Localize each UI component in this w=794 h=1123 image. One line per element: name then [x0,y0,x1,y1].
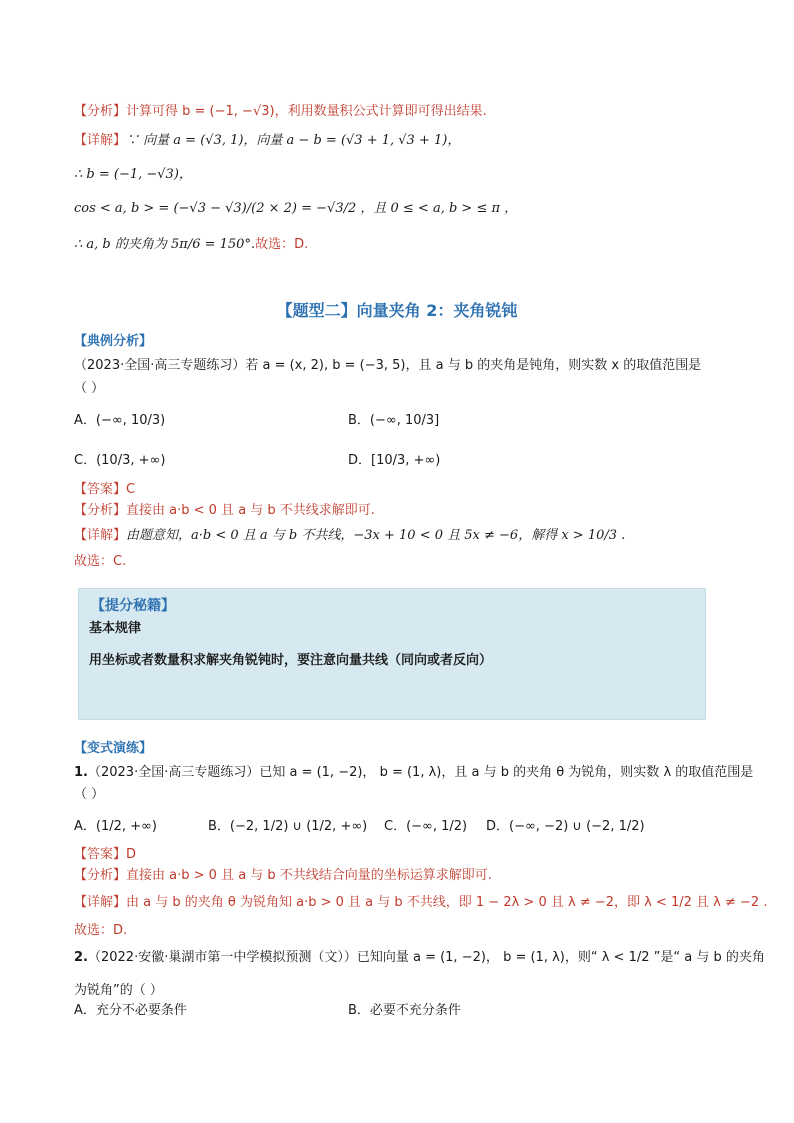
detail-conclusion: ∴ a, b 的夹角为 5π/6 = 150°. [74,237,256,252]
example-option-b: B．(−∞, 10/3] [348,413,440,428]
example-answer [74,481,135,499]
example-section-title: 【典例分析】 [74,334,153,349]
question-number: 1. [74,765,88,780]
example-option-a: A．(−∞, 10/3) [74,413,166,428]
analysis-tag: 【分析】 [74,868,127,883]
question-text: （2022·安徽·巢湖市第一中学模拟预测（文））已知向量 a = (1, −2)， b = (1, λ)，则“ λ < 1/2 ”是“ a 与 b 的夹角 [87,950,765,965]
detail-tag: 【详解】 [74,528,127,543]
practice-q2-line1 [74,949,765,967]
tip-text: 用坐标或者数量积求解夹角锐钝时，要注意向量共线（同向或者反向） [89,653,493,668]
q2-option-a: A．充分不必要条件 [74,1003,187,1018]
practice-q1-line2: （ ） [74,787,105,802]
tip-title: 【提分秘籍】 [91,598,175,614]
analysis-text: 直接由 a·b < 0 且 a 与 b 不共线求解即可. [126,503,375,518]
q1-option-c: C．(−∞, 1/2) [384,819,468,834]
ex0-detail-line4 [74,236,308,254]
answer-value: D [126,847,137,862]
example-detail [74,527,625,545]
tip-subtitle: 基本规律 [89,621,142,636]
q1-option-b: B．(−2, 1/2) ∪ (1/2, +∞) [208,819,368,834]
practice-q2-line2: 为锐角”的（ ） [74,983,163,998]
question-text: （2023·全国·高三专题练习）已知 a = (1, −2)， b = (1, λ)，且 a 与 b 的夹角 θ 为锐角，则实数 λ 的取值范围是 [87,765,754,780]
example-choice: 故选：C. [74,554,127,569]
practice-section-title: 【变式演练】 [74,741,153,756]
example-question-line2: （ ） [74,381,105,396]
q1-option-a: A．(1/2, +∞) [74,819,157,834]
q1-answer [74,846,136,864]
question-number: 2. [74,950,88,965]
detail-tag: 【详解】 [74,895,127,910]
section-heading: 【题型二】向量夹角 2：夹角锐钝 [276,301,518,320]
answer-tag: 【答案】 [74,482,127,497]
example-analysis [74,502,375,520]
example-option-d: D．[10/3, +∞) [348,453,441,468]
analysis-text: 计算可得 b = (−1, −√3)，利用数量积公式计算即可得出结果. [126,104,487,119]
ex0-detail-line3: cos < a, b > = (−√3 − √3)/(2 × 2) = −√3/2 ，且 0 ≤ < a, b > ≤ π ， [74,201,518,216]
q1-option-d: D．(−∞, −2) ∪ (−2, 1/2) [486,819,645,834]
analysis-tag: 【分析】 [74,104,127,119]
analysis-tag: 【分析】 [74,503,127,518]
detail-text: 由题意知，a·b < 0 且 a 与 b 不共线，−3x + 10 < 0 且 5x ≠ −6，解得 x > 10/3 . [126,528,626,543]
q1-detail [74,894,767,912]
answer-value: C [126,482,136,497]
example-option-c: C．(10/3, +∞) [74,453,166,468]
analysis-text: 直接由 a·b > 0 且 a 与 b 不共线结合向量的坐标运算求解即可. [126,868,492,883]
detail-text: ∵ 向量 a = (√3, 1)，向量 a − b = (√3 + 1, √3 + 1)， [126,133,461,148]
ex0-detail-line2: ∴ b = (−1, −√3)， [74,167,192,182]
choice-text: 故选：D. [255,237,309,252]
tip-box [78,588,706,720]
answer-tag: 【答案】 [74,847,127,862]
example-question-line1: （2023·全国·高三专题练习）若 a = (x, 2), b = (−3, 5)，且 a 与 b 的夹角是钝角，则实数 x 的取值范围是 [74,358,702,373]
q2-option-b: B．必要不充分条件 [348,1003,461,1018]
practice-q1-line1 [74,764,753,782]
ex0-analysis [74,103,487,121]
ex0-detail-line1 [74,132,460,150]
detail-tag: 【详解】 [74,133,127,148]
q1-choice: 故选：D. [74,923,128,938]
detail-text: 由 a 与 b 的夹角 θ 为锐角知 a·b > 0 且 a 与 b 不共线，即 1 − 2λ > 0 且 λ ≠ −2，即 λ < 1/2 且 λ ≠ −2 . [126,895,768,910]
q1-analysis [74,867,492,885]
